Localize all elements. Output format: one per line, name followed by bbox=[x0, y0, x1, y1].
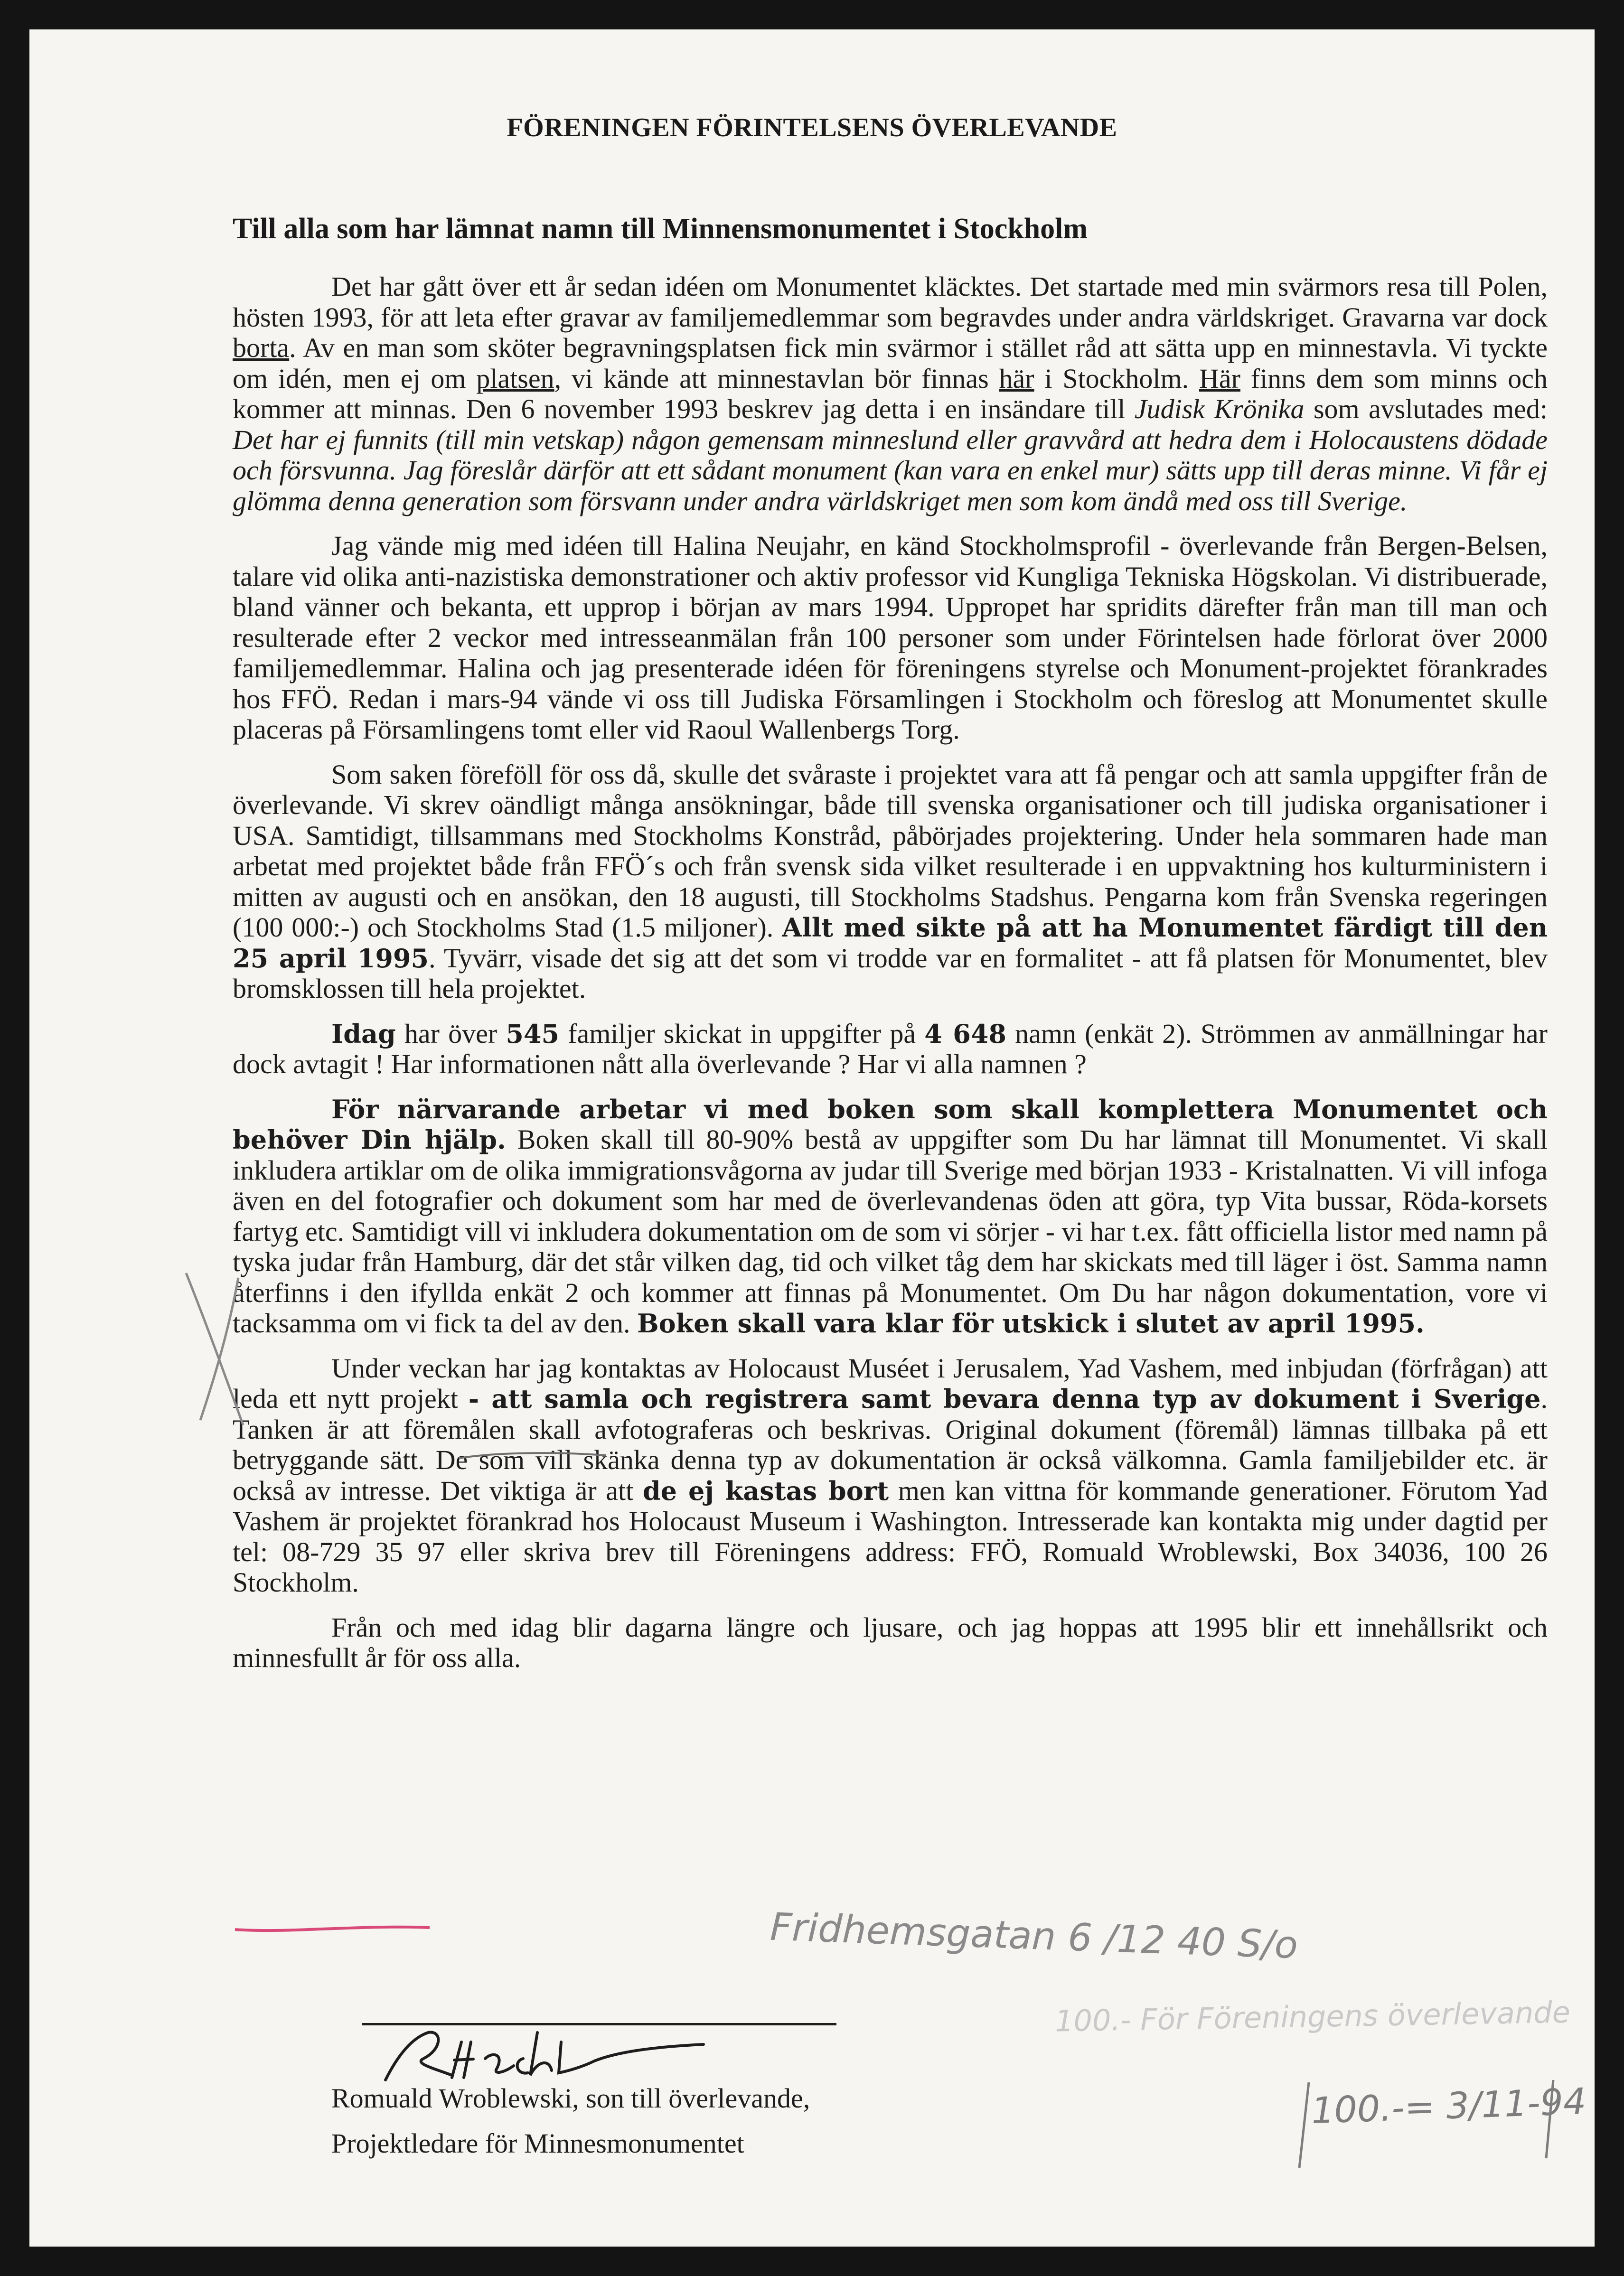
letter-body bbox=[233, 272, 1548, 1688]
paragraph-1: Det har gått över ett år sedan idéen om Monumentet kläcktes. Det startade med min svärmors resa till Polen, hösten 1993, för att leta efter gravar av familjemedlemmar som begravdes under andra världskriget. Gravarna var dock borta. Av en man som sköter begravningsplatsen fick min svärmor i stället råd att sätta upp en minnestavla. Vi tyckte om idén, men ej om platsen, vi kände att minnestavlan bör finnas här i Stockholm. Här finns dem som minns och kommer att minnas. Den 6 november 1993 beskrev jag detta i en insändare till Judisk Krönika som avslutades med: Det har ej funnits (till min vetskap) någon gemensam minneslund eller gravvård att hedra dem i Holocaustens dödade och försvunna. Jag föreslår därför att ett sådant monument (kan vara en enkel mur) sätts upp till deras minne. Vi får ej glömma denna generation som försvann under andra världskriget men som kom ändå med oss till Sverige. bbox=[233, 271, 1548, 516]
signature-text: RWroblt bbox=[390, 1961, 421, 1970]
pencil-x-mark bbox=[181, 1268, 248, 1430]
signer-name: Romuald Wroblewski, son till överlevande, bbox=[331, 2083, 810, 2114]
signer-role: Projektledare för Minnesmonumentet bbox=[331, 2128, 744, 2159]
paragraph-2: Jag vände mig med idéen till Halina Neujahr, en känd Stockholmsprofil - överlevande från Bergen-Belsen, talare vid olika anti-nazistiska demonstrationer och aktiv professor vid Kungliga Tekniska Högskolan. Vi distribuerade, bland vänner och bekanta, ett upprop i början av mars 1994. Uppropet har spridits därefter från man till man och resulterade efter 2 veckor med intresseanmälan från 100 personer som under Förintelsen hade förlorat över 2000 familjemedlemmar. Halina och jag presenterade idéen för föreningens styrelse och Monument-projektet förankrades hos FFÖ. Redan i mars-94 vände vi oss till Judiska Församlingen i Stockholm och föreslog att Monumentet skulle placeras på Församlingens tomt eller vid Raoul Wallenbergs Torg. bbox=[233, 530, 1548, 745]
document-page bbox=[29, 29, 1595, 2247]
paragraph-4: Idag har över 545 familjer skickat in uppgifter på 4 648 namn (enkät 2). Strömmen av anmällningar har dock avtagit ! Har informationen nått alla överlevande ? Har vi alla namnen ? bbox=[233, 1018, 1548, 1079]
pencil-underline-mark bbox=[457, 1449, 609, 1463]
handwritten-address-note: Fridhemsgatan 6 /12 40 S/o bbox=[769, 1904, 1299, 1967]
payment-note-brackets bbox=[1295, 2078, 1560, 2173]
paragraph-7: Från och med idag blir dagarna längre och ljusare, och jag hoppas att 1995 blir ett innehållsrikt och minnesfullt år för oss alla. bbox=[233, 1611, 1548, 1673]
letter-title: Till alla som har lämnat namn till Minnensmonumentet i Stockholm bbox=[233, 213, 1088, 245]
pink-marker-underline bbox=[233, 1921, 432, 1935]
paragraph-3: Som saken föreföll för oss då, skulle det svåraste i projektet vara att få pengar och att samla uppgifter från de överlevande. Vi skrev oändligt många ansökningar, både till svenska organisationer och till judiska organisationer i USA. Samtidigt, tillsammans med Stockholms Konstråd, påbörjades projektering. Under hela sommaren hade man arbetat med projektet både från FFÖ´s och från svensk sida vilket resulterade i en uppvaktning hos kulturministern i mitten av augusti och en ansökan, den 18 augusti, till Stockholms Stadshus. Pengarna kom från Svenska regeringen (100 000:-) och Stockholms Stad (1.5 miljoner). Allt med sikte på att ha Monumentet färdigt till den 25 april 1995. Tyvärr, visade det sig att det som vi trodde var en formalitet - att få platsen för Monumentet, blev bromsklossen till hela projektet. bbox=[233, 759, 1548, 1004]
handwritten-payment-note: 100.-= 3/11-94 bbox=[1310, 2079, 1587, 2132]
paragraph-6: Under veckan har jag kontaktas av Holocaust Muséet i Jerusalem, Yad Vashem, med inbjudan (förfrågan) att leda ett nytt projekt - att samla och registrera samt bevara denna typ av dokument i Sverige. Tanken är att föremålen skall avfotograferas och beskrivas. Original dokument (föremål) lämnas tillbaka på ett betryggande sätt. De som vill skänka denna typ av dokumentation är också välkomna. Gamla familjebilder etc. är också av intresse. Det viktiga är att de ej kastas bort men kan vittna för kommande generationer. Förutom Yad Vashem är projektet förankrad hos Holocaust Museum i Washington. Intresserade kan kontakta mig under dagtid per tel: 08-729 35 97 eller skriva brev till Föreningens address: FFÖ, Romuald Wroblewski, Box 34036, 100 26 Stockholm. bbox=[233, 1352, 1548, 1598]
organization-header: FÖRENINGEN FÖRINTELSENS ÖVERLEVANDE bbox=[507, 113, 1117, 142]
handwritten-faint-note: 100.- För Föreningens överlevande bbox=[1054, 1995, 1571, 2039]
paragraph-5: För närvarande arbetar vi med boken som skall komplettera Monumentet och behöver Din hjälp. Boken skall till 80-90% bestå av uppgifter som Du har lämnat till Monumentet. Vi skall inkludera artiklar om de olika immigrationsvågorna av judar till Sverige med början 1933 - Kristalnatten. Vi vill infoga även en del fotografier och dokument som har med de överlevandenas öden att göra, typ Vita bussar, Röda-korsets fartyg etc. Samtidigt vill vi inkludera dokumentation om de som vi sörjer - vi har t.ex. fått officiella listor med namn på tyska judar från Hamburg, där det står vilken dag, tid och vilket tåg dem har skickats med till läger i öst. Samma namn återfinns i den ifyllda enkät 2 och kommer att finnas på Monumentet. Om Du har någon dokumentation, vore vi tacksamma om vi fick ta del av den. Boken skall vara klar för utskick i slutet av april 1995. bbox=[233, 1094, 1548, 1339]
